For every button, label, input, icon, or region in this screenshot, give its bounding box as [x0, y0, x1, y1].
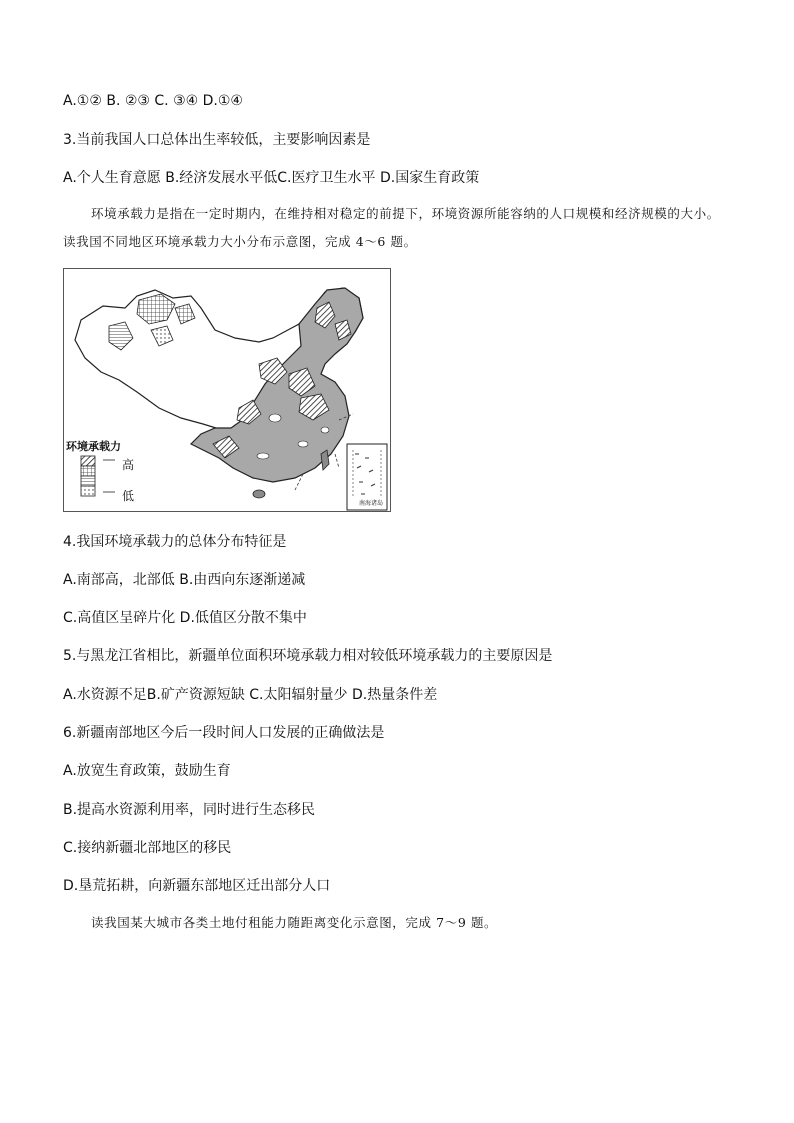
q6-option-b: B.提高水资源利用率，同时进行生态移民	[63, 802, 316, 818]
q5-options: A.水资源不足B.矿产资源短缺 C.太阳辐射量少 D.热量条件差	[63, 687, 438, 703]
intro-paragraph-7-9: 读我国某大城市各类土地付租能力随距离变化示意图，完成 7～9 题。	[91, 915, 498, 930]
inset-label: 南海诸岛	[358, 500, 383, 507]
q4-options-row1: A.南部高，北部低 B.由西向东逐渐递减	[63, 572, 306, 588]
q4-stem: 4.我国环境承载力的总体分布特征是	[63, 534, 287, 550]
low-value-spot	[321, 427, 329, 433]
low-value-spot	[257, 453, 269, 459]
q4-options-row2: C.高值区呈碎片化 D.低值区分散不集中	[63, 610, 307, 626]
q3-stem: 3.当前我国人口总体出生率较低，主要影响因素是	[63, 132, 371, 148]
q6-option-c: C.接纳新疆北部地区的移民	[63, 840, 232, 856]
q5-stem: 5.与黑龙江省相比，新疆单位面积环境承载力相对较低环境承载力的主要原因是	[63, 648, 553, 664]
low-value-spot	[298, 441, 308, 447]
q6-option-d: D.垦荒拓耕，向新疆东部地区迁出部分人口	[63, 878, 331, 894]
environment-capacity-map	[63, 268, 391, 512]
q6-option-a: A.放宽生育政策，鼓励生育	[63, 763, 231, 779]
hainan-island	[253, 490, 265, 498]
low-value-spot	[269, 414, 281, 422]
legend-low-label: 低	[122, 489, 135, 503]
legend-title: 环境承载力	[66, 440, 121, 453]
q3-options: A.个人生育意愿 B.经济发展水平低C.医疗卫生水平 D.国家生育政策	[63, 170, 480, 186]
intro-paragraph-4-6: 环境承载力是指在一定时期内，在维持相对稳定的前提下，环境资源所能容纳的人口规模和经济规模的大小。读我国不同地区环境承载力大小分布示意图，完成 4～6 题。	[63, 206, 720, 249]
legend-high-label: 高	[122, 458, 135, 472]
q2-options: A.①② B. ②③ C. ③④ D.①④	[63, 93, 243, 109]
q6-stem: 6.新疆南部地区今后一段时间人口发展的正确做法是	[63, 725, 385, 741]
china-map-figure	[63, 268, 391, 512]
